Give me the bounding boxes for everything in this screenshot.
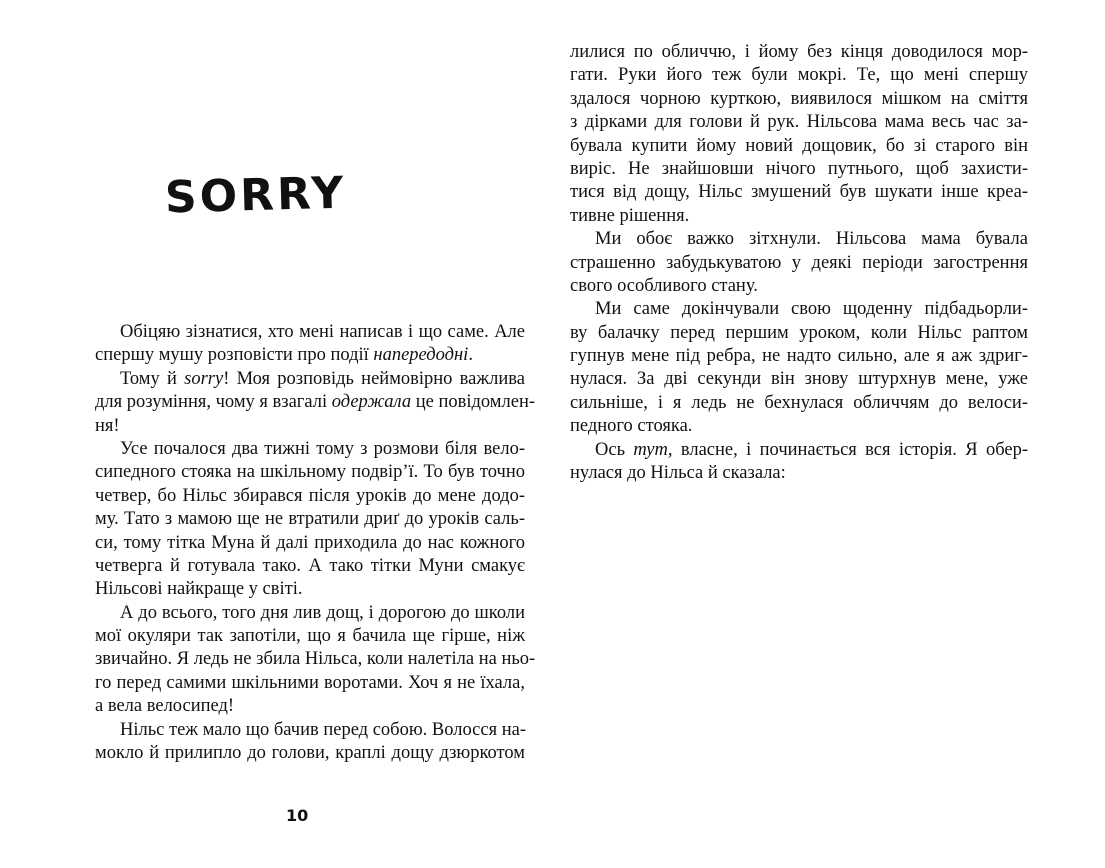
left-text-line: четвер, бо Нільс збирався після уроків до мене додо- xyxy=(95,485,525,506)
left-body-text xyxy=(95,321,536,765)
right-body-text xyxy=(570,41,1028,485)
right-text-line: ву балачку перед першим уроком, коли Нільс раптом xyxy=(570,322,1028,343)
left-text-line: спершу мушу розповісти про події напередодні. xyxy=(95,345,473,366)
left-text-line: А до всього, того дня лив дощ, і дорогою до школи xyxy=(120,602,525,623)
right-text-line: лилися по обличчю, і йому без кінця доводилося мор- xyxy=(570,42,1028,62)
left-text-line: Усе почалося два тижні тому з розмови біля вело- xyxy=(120,438,525,459)
right-page xyxy=(552,0,1105,868)
right-text-line: нулася. За дві секунди він знову штурхнув мене, уже xyxy=(570,369,1028,390)
right-text-line: тися від дощу, Нільс змушений був шукати інше креа- xyxy=(570,182,1028,203)
right-text-line: нулася до Нільса й сказала: xyxy=(570,463,786,484)
left-text-line: мої окуляри так запотіли, що я бачила ще гірше, ніж xyxy=(95,626,525,647)
left-page xyxy=(0,0,552,868)
right-text-line: здалося чорною курткою, виявилося мішком на сміття xyxy=(570,88,1028,109)
right-text-line: страшенно забудькуватою у деякі періоди загострення xyxy=(570,252,1028,273)
right-text-line: педного стояка. xyxy=(570,416,693,437)
left-text-line: мокло й прилипло до голови, краплі дощу дзюркотом xyxy=(95,743,525,764)
chapter-title: SORRY xyxy=(164,167,347,224)
page-number: 10 xyxy=(286,806,309,825)
right-text-line: Ми саме докінчували свою щоденну підбадьорли- xyxy=(595,299,1028,320)
right-text-line: Ось тут, власне, і починається вся історія. Я обер- xyxy=(595,439,1028,460)
left-text-line: а вела велосипед! xyxy=(95,696,235,717)
right-text-line: з дірками для голови й рук. Нільсова мама весь час за- xyxy=(570,112,1028,133)
left-text-line: четверга й готувала тако. А тако тітки Муни смакує xyxy=(95,555,525,576)
left-text-line: ня! xyxy=(95,415,120,436)
right-text-line: гати. Руки його теж були мокрі. Те, що мені спершу xyxy=(570,65,1028,86)
left-text-line: му. Тато з мамою ще не втратили дриґ до уроків саль- xyxy=(95,509,525,530)
right-text-line: свого особливого стану. xyxy=(570,275,758,296)
left-text-line: Нільс теж мало що бачив перед собою. Волосся на- xyxy=(120,719,527,740)
right-text-line: виріс. Не знайшовши нічого путнього, щоб захисти- xyxy=(570,158,1028,179)
right-text-line: тивне рішення. xyxy=(570,205,690,226)
left-text-line: Тому й sorry! Моя розповідь неймовірно важлива xyxy=(120,368,525,389)
left-text-line: для розуміння, чому я взагалі одержала це повідомлен- xyxy=(95,392,536,413)
left-text-line: си, тому тітка Муна й далі приходила до нас кожного xyxy=(95,532,525,553)
right-text-line: Ми обоє важко зітхнули. Нільсова мама бувала xyxy=(595,229,1028,250)
left-text-line: го перед самими шкільними воротами. Хоч я не їхала, xyxy=(95,672,525,693)
left-text-line: звичайно. Я ледь не збила Нільса, коли налетіла на ньо- xyxy=(95,649,536,670)
left-text-line: сипедного стояка на шкільному подвір’ї. То був точно xyxy=(95,462,525,483)
right-text-line: бувала купити йому новий дощовик, бо зі старого він xyxy=(570,135,1028,156)
right-text-line: гупнув мене під ребра, не надто сильно, але я аж здриг- xyxy=(570,346,1028,367)
left-text-line: Обіцяю зізнатися, хто мені написав і що саме. Але xyxy=(120,322,525,342)
right-text-line: сильніше, і я ледь не бехнулася обличчям до велоси- xyxy=(570,392,1028,413)
left-text-line: Нільсові найкраще у світі. xyxy=(95,579,303,600)
